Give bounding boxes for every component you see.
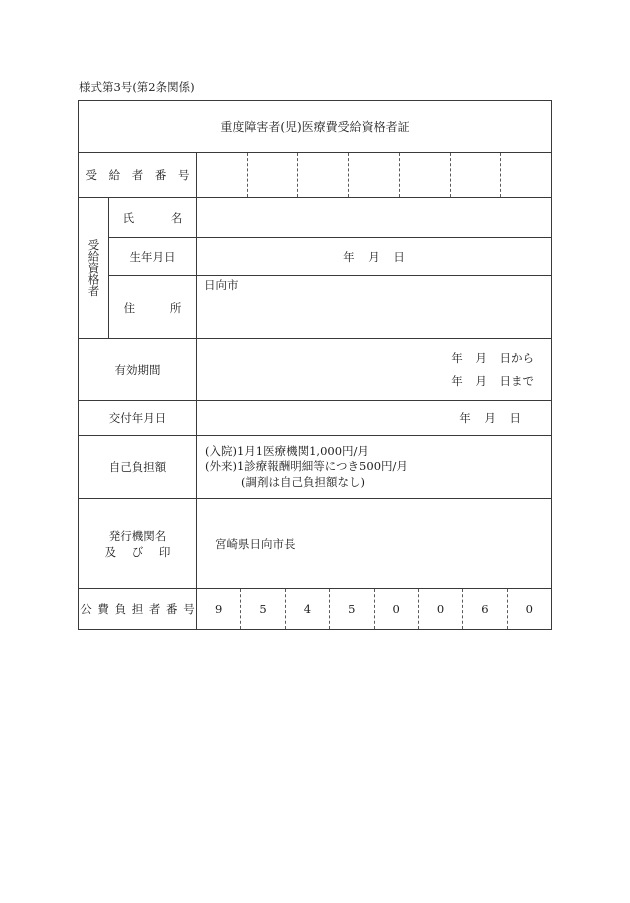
address-label: 住 所 [123, 300, 182, 315]
issuer-value: 宮崎県日向市長 [215, 536, 296, 551]
recipient-number-row [79, 152, 551, 197]
public-payer-number-cells [197, 589, 551, 629]
form-number: 様式第3号(第2条関係) [79, 80, 195, 94]
qualified-person-label-cell [79, 198, 109, 338]
recipient-number-label: 受 給 者 番 号 [85, 168, 190, 182]
issue-date-label-cell [79, 401, 197, 435]
issuer-label-line1: 発行機関名 [108, 528, 167, 543]
validity-period-value [197, 339, 551, 400]
recipient-number-cell [500, 153, 551, 197]
public-payer-digit: 5 [240, 589, 284, 629]
title-row [79, 101, 551, 152]
birth-date-value: 年 月 日 [343, 249, 405, 264]
recipient-number-cell [247, 153, 298, 197]
name-row [109, 198, 551, 237]
birth-date-value-cell [197, 238, 551, 275]
qualified-person-label: 受給資格者 [86, 239, 101, 297]
public-payer-digit: 0 [374, 589, 418, 629]
address-row [109, 275, 551, 339]
issue-date-label: 交付年月日 [108, 411, 167, 425]
birth-date-row [109, 237, 551, 275]
birth-date-label: 生年月日 [129, 249, 176, 264]
copayment-pharmacy: (調剤は自己負担額なし) [241, 474, 365, 489]
copayment-label: 自己負担額 [108, 460, 167, 474]
copayment-outpatient: (外来)1診療報酬明細等につき500円/月 [205, 459, 408, 474]
validity-period-label-cell [79, 339, 197, 400]
recipient-number-cell [450, 153, 501, 197]
issuer-label-line2: 及 び 印 [104, 544, 171, 559]
recipient-number-cell [348, 153, 399, 197]
validity-to: 年 月 日まで [451, 373, 534, 388]
public-payer-digit: 0 [507, 589, 551, 629]
public-payer-digit: 9 [215, 602, 223, 616]
public-payer-number-row [79, 588, 551, 629]
issue-date-value: 年 月 日 [459, 411, 521, 425]
qualified-person-section [79, 197, 551, 338]
recipient-number-label-cell [79, 153, 197, 197]
issuer-value-cell [197, 499, 551, 588]
issue-date-value-cell [197, 401, 551, 435]
recipient-number-cell [297, 153, 348, 197]
public-payer-digit: 0 [418, 589, 462, 629]
copayment-value [197, 436, 551, 498]
address-value: 日向市 [204, 278, 239, 292]
recipient-number-cells [197, 153, 551, 197]
copayment-inpatient: (入院)1月1医療機関1,000円/月 [205, 443, 369, 458]
name-label-cell [109, 198, 197, 237]
public-payer-digit: 5 [329, 589, 373, 629]
copayment-row [79, 435, 551, 498]
validity-from: 年 月 日から [451, 350, 534, 365]
birth-date-label-cell [109, 238, 197, 275]
certificate-title: 重度障害者(児)医療費受給資格者証 [220, 120, 410, 134]
public-payer-digit: 4 [285, 589, 329, 629]
recipient-number-cell [197, 153, 247, 197]
issuer-row [79, 498, 551, 588]
issuer-label-cell [79, 499, 197, 588]
copayment-label-cell [79, 436, 197, 498]
recipient-number-cell [399, 153, 450, 197]
public-payer-number-label: 公 費 負 担 者 番 号 [80, 602, 195, 616]
name-label: 氏 名 [122, 210, 183, 225]
validity-period-label: 有効期間 [114, 362, 161, 377]
name-value [197, 198, 551, 237]
public-payer-digit: 6 [462, 589, 506, 629]
certificate-table [78, 100, 552, 630]
issue-date-row [79, 400, 551, 435]
address-label-cell [109, 276, 197, 339]
public-payer-number-label-cell [79, 589, 197, 629]
validity-period-row [79, 338, 551, 400]
